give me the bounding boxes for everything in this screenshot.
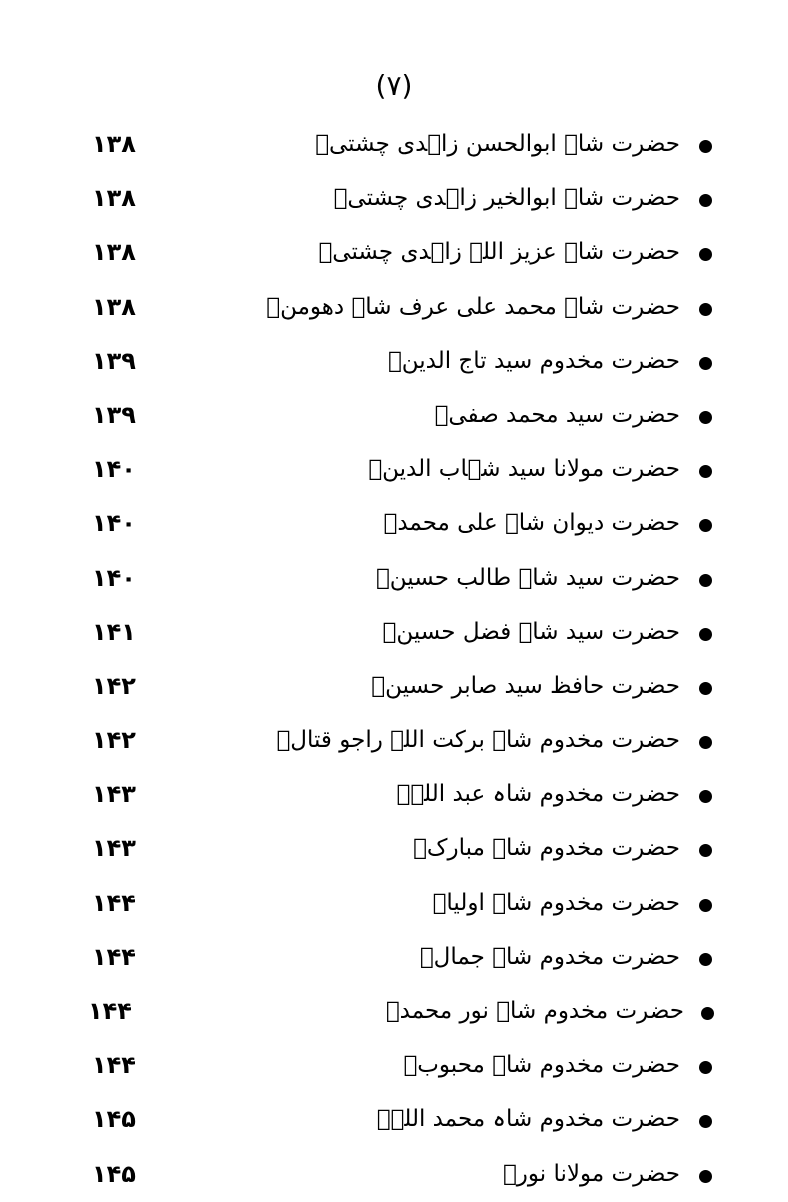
toc-entry [0, 660, 788, 714]
bullet-icon [699, 1170, 712, 1183]
toc-entry [0, 606, 788, 660]
bullet-icon [699, 899, 712, 912]
entry-page-number: ۱۴۴ [88, 997, 132, 1025]
toc-entry [0, 1148, 788, 1202]
entry-page-number: ۱۴۱ [92, 617, 136, 646]
bullet-icon [699, 248, 712, 261]
bullet-icon [699, 844, 712, 857]
entry-page-number: ۱۴۰ [92, 563, 136, 592]
toc-entry [0, 335, 788, 389]
entry-page-number: ۱۴۴ [92, 942, 136, 971]
toc-entry [0, 389, 788, 443]
toc-entry [0, 822, 788, 876]
toc-entry [0, 931, 788, 985]
entry-title: حضرت سید شاہ فضل حسینؒ [382, 618, 680, 645]
entry-page-number: ۱۳۸ [92, 292, 136, 321]
entry-page-number: ۱۳۹ [92, 400, 136, 429]
toc-entry [0, 281, 788, 335]
entry-title: حضرت شاہ ابوالحسن زاہدی چشتیؒ [315, 131, 680, 157]
page-number: (۷) [375, 69, 413, 102]
entry-title: حضرت مخدوم سید تاج الدینؒ [387, 347, 680, 374]
bullet-icon [699, 574, 712, 587]
toc-entry [0, 226, 788, 280]
toc-entry [0, 768, 788, 822]
entry-page-number: ۱۳۸ [92, 130, 136, 158]
toc-entry [0, 118, 788, 172]
entry-title: حضرت شاہ محمد علی عرف شاہ دھومنؒ [266, 293, 680, 320]
entry-title: حضرت مخدوم شاہ مبارکؒ [413, 835, 680, 862]
entry-page-number: ۱۴۴ [92, 1051, 136, 1080]
bullet-icon [699, 736, 712, 749]
toc-entry [0, 1093, 788, 1147]
toc-entry [0, 552, 788, 606]
entry-page-number: ۱۴۴ [92, 888, 136, 917]
bullet-icon [699, 953, 712, 966]
bullet-icon [699, 1061, 712, 1074]
entry-title: حضرت مخدوم شاہ اولیاؒ [432, 889, 680, 916]
bullet-icon [699, 682, 712, 695]
toc-entry [0, 443, 788, 497]
entry-title: حضرت مخدوم شاہ عبد اللہؒ [396, 781, 680, 808]
entry-page-number: ۱۴۳ [92, 834, 136, 863]
entry-page-number: ۱۳۸ [92, 238, 136, 267]
toc-entry [0, 714, 788, 768]
entry-page-number: ۱۴۲ [92, 671, 136, 700]
entry-title: حضرت مخدوم شاہ محمد اللہؒ [376, 1106, 680, 1133]
entry-page-number: ۱۴۵ [92, 1159, 136, 1188]
bullet-icon [699, 194, 712, 207]
entry-title: حضرت مخدوم شاہ محبوبؒ [403, 1052, 680, 1079]
entry-page-number: ۱۴۰ [92, 455, 136, 484]
toc-entry [0, 497, 788, 551]
entry-page-number: ۱۴۵ [92, 1105, 136, 1134]
entry-page-number: ۱۴۰ [92, 509, 136, 538]
bullet-icon [699, 303, 712, 316]
entry-title: حضرت مخدوم شاہ برکت اللہ راجو قتالؒ [276, 727, 680, 754]
bullet-icon [699, 1115, 712, 1128]
entry-title: حضرت شاہ عزیز اللہ زاہدی چشتیؒ [318, 239, 680, 266]
entry-title: حضرت دیوان شاہ علی محمدؒ [383, 510, 680, 537]
bullet-icon [699, 140, 712, 153]
entry-title: حضرت مولانا نورؒ [502, 1160, 680, 1187]
entry-title: حضرت شاہ ابوالخیر زاہدی چشتیؒ [333, 185, 680, 212]
bullet-icon [699, 357, 712, 370]
bullet-icon [699, 519, 712, 532]
entry-title: حضرت سید شاہ طالب حسینؒ [375, 564, 680, 591]
table-of-contents [0, 118, 788, 1202]
toc-entry [0, 877, 788, 931]
entry-page-number: ۱۴۳ [92, 780, 136, 809]
toc-entry [0, 1039, 788, 1093]
entry-title: حضرت مخدوم شاہ نور محمدؒ [385, 998, 684, 1024]
entry-page-number: ۱۴۲ [92, 726, 136, 755]
entry-title: حضرت سید محمد صفیؒ [434, 401, 680, 428]
entry-title: حضرت حافظ سید صابر حسینؒ [371, 672, 680, 699]
bullet-icon [699, 790, 712, 803]
entry-page-number: ۱۳۸ [92, 184, 136, 213]
entry-title: حضرت مخدوم شاہ جمالؒ [419, 943, 680, 970]
toc-entry [0, 172, 788, 226]
toc-entry [0, 985, 788, 1039]
entry-page-number: ۱۳۹ [92, 346, 136, 375]
bullet-icon [699, 411, 712, 424]
bullet-icon [699, 628, 712, 641]
entry-title: حضرت مولانا سید شہاب الدینؒ [368, 456, 680, 483]
bullet-icon [701, 1007, 714, 1020]
bullet-icon [699, 465, 712, 478]
